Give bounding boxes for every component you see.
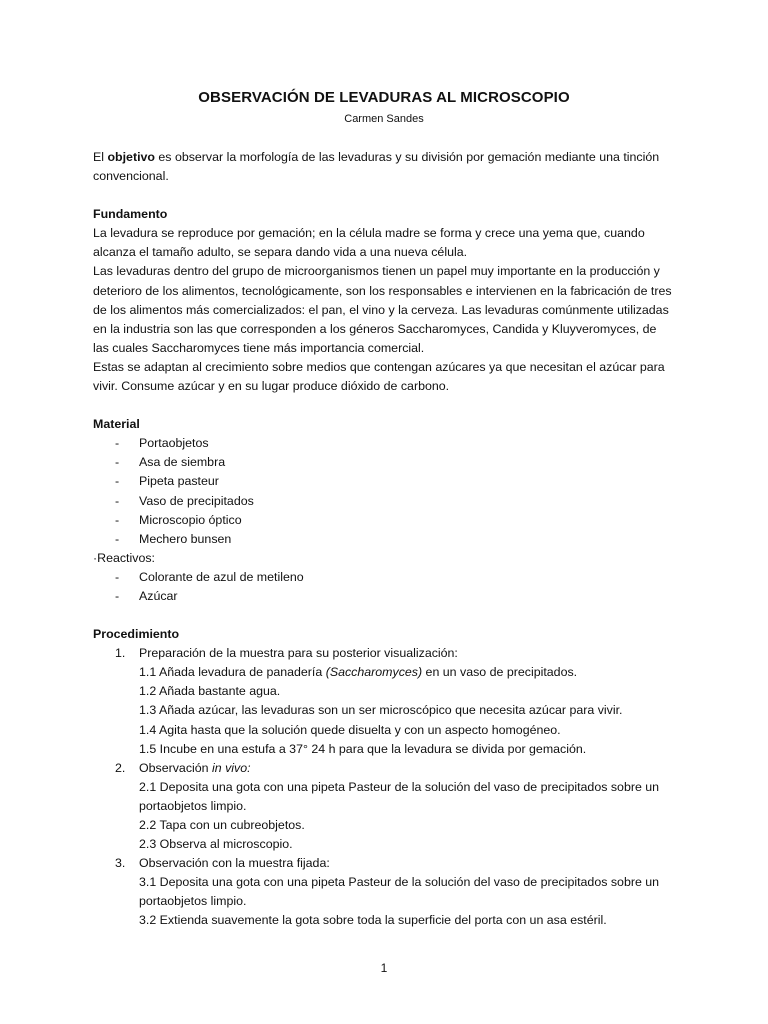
- substep-text: en un vaso de precipitados.: [422, 665, 578, 680]
- step-label: Preparación de la muestra para su posterior visualización:: [139, 646, 458, 661]
- substep: 3.2 Extienda suavemente la gota sobre toda la superficie del porta con un asa estéril.: [139, 913, 607, 928]
- list-item: - Pipeta pasteur: [93, 472, 673, 491]
- document-body: [93, 148, 673, 931]
- step-number: 3.: [115, 856, 126, 871]
- reactivos-label: ·Reactivos:: [93, 550, 155, 565]
- substep-list: [139, 663, 673, 758]
- substep: 2.3 Observa al microscopio.: [139, 837, 293, 852]
- substep: [139, 663, 673, 682]
- step-label: Observación: [139, 760, 213, 775]
- fundamento-heading: Fundamento: [93, 207, 168, 222]
- objective-prefix: El: [93, 150, 108, 164]
- step-number: 1.: [115, 646, 126, 661]
- material-list: [93, 434, 673, 549]
- list-item: - Microscopio óptico: [93, 511, 673, 530]
- material-heading: Material: [93, 417, 140, 432]
- substep: 1.4 Agita hasta que la solución quede disuelta y con un aspecto homogéneo.: [139, 722, 561, 737]
- list-item: - Colorante de azul de metileno: [93, 568, 673, 587]
- list-item: - Vaso de precipitados: [93, 492, 673, 511]
- list-item: - Mechero bunsen: [93, 530, 673, 549]
- substep-text: 1.1 Añada levadura de panadería: [139, 665, 326, 680]
- substep-list: [139, 873, 673, 930]
- list-item: - Portaobjetos: [93, 434, 673, 453]
- substep-list: [139, 778, 673, 854]
- substep: 1.5 Incube en una estufa a 37° 24 h para que la levadura se divida por gemación.: [139, 741, 587, 756]
- objective-text: es observar la morfología de las levaduras y su división por gemación mediante una tinción convencional.: [93, 150, 660, 184]
- fundamento-paragraph-2: Las levaduras dentro del grupo de microorganismos tienen un papel muy importante en la producción y deterioro de los alimentos, tecnológicamente, son los responsables e intervienen en la fabricación de tres de los alimentos más comercializados: el pan, el vino y la cerveza. Las levaduras comúnmente utilizadas en la industria son las que corresponden a los géneros Saccharomyces, Candida y Kluyveromyces, de las cuales Saccharomyces tiene más importancia comercial.: [93, 264, 672, 355]
- fundamento-paragraph-1: La levadura se reproduce por gemación; en la célula madre se forma y crece una yema que, cuando alcanza el tamaño adulto, se separa dando vida a una nueva célula.: [93, 226, 645, 260]
- substep: 3.1 Deposita una gota con una pipeta Pasteur de la solución del vaso de precipitados sobre un portaobjetos limpio.: [139, 875, 660, 909]
- objective-keyword: objetivo: [107, 150, 155, 164]
- author-name: Carmen Sandes: [344, 113, 424, 125]
- page-number: 1: [380, 961, 388, 975]
- list-item: - Asa de siembra: [93, 453, 673, 472]
- step-label-italic: in vivo:: [212, 760, 251, 775]
- procedure-step-2: [93, 759, 673, 854]
- objective-paragraph: [93, 148, 673, 186]
- procedimiento-heading: Procedimiento: [93, 627, 180, 642]
- step-number: 2.: [115, 760, 126, 775]
- procedure-step-1: [93, 644, 673, 759]
- procedimiento-list: [93, 644, 673, 930]
- list-item: - Azúcar: [93, 587, 673, 606]
- reactivos-list: [93, 568, 673, 606]
- step-label: Observación con la muestra fijada:: [139, 856, 330, 871]
- fundamento-paragraph-3: Estas se adaptan al crecimiento sobre medios que contengan azúcares ya que necesitan el azúcar para vivir. Consume azúcar y en su lugar produce dióxido de carbono.: [93, 359, 665, 394]
- substep: 1.3 Añada azúcar, las levaduras son un ser microscópico que necesita azúcar para vivir.: [139, 703, 623, 718]
- substep: 2.2 Tapa con un cubreobjetos.: [139, 818, 305, 832]
- substep-italic: (Saccharomyces): [325, 665, 423, 680]
- procedure-step-3: [93, 854, 673, 930]
- substep: 2.1 Deposita una gota con una pipeta Pasteur de la solución del vaso de precipitados sobre un portaobjetos limpio.: [139, 779, 660, 813]
- substep: 1.2 Añada bastante agua.: [139, 684, 281, 699]
- document-title: OBSERVACIÓN DE LEVADURAS AL MICROSCOPIO: [198, 89, 570, 106]
